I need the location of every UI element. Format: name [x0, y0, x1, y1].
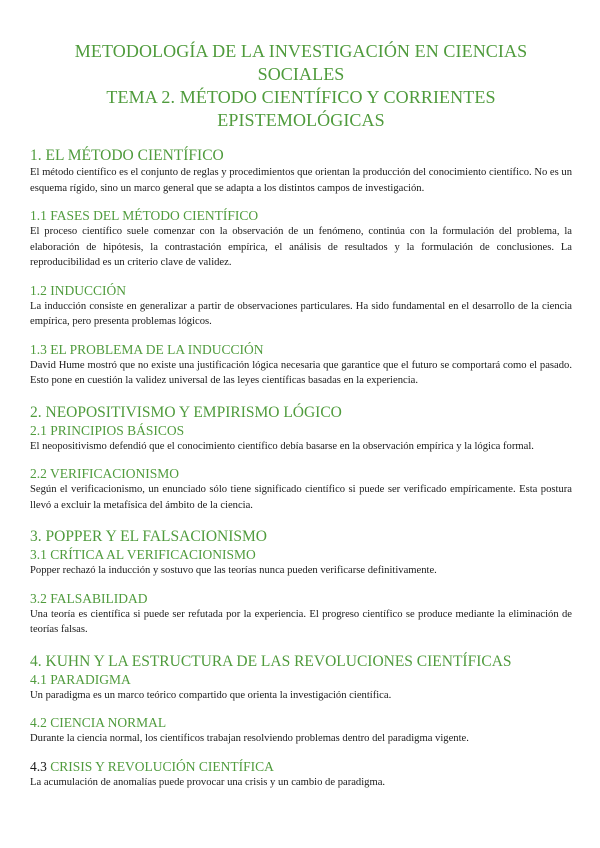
section-1-3-heading: 1.3 EL PROBLEMA DE LA INDUCCIÓN — [30, 341, 264, 357]
section-4-3-title: CRISIS Y REVOLUCIÓN CIENTÍFICA — [46, 758, 274, 774]
title-line-1: METODOLOGÍA DE LA INVESTIGACIÓN EN CIENCIAS SOCIALES — [74, 41, 528, 84]
section-3-heading: 3. POPPER Y EL FALSACIONISMO — [30, 528, 267, 545]
section-1-3-text: David Hume mostró que no existe una justificación lógica necesaria que garantice que el futuro se comportará como el pasado. Esto pone en cuestión la validez universal de las leyes científicas basadas en la experiencia. — [30, 359, 572, 386]
section-2-2-text: Según el verificacionismo, un enunciado sólo tiene significado científico si puede ser verificado empíricamente. Esta postura llevó a excluir la metafísica del ámbito de la ciencia. — [30, 484, 572, 511]
section-4-1-heading: 4.1 PARADIGMA — [30, 671, 131, 687]
section-4-3-heading — [30, 758, 572, 775]
section-1-text: El método científico es el conjunto de reglas y procedimientos que orientan la producción del conocimiento científico. No es un esquema rígido, sino un marco general que se adapta a los distintos campos de investigación. — [30, 167, 572, 194]
section-4-3-number: 4.3 — [30, 758, 47, 774]
title-line-2: TEMA 2. MÉTODO CIENTÍFICO Y CORRIENTES EPISTEMOLÓGICAS — [106, 87, 496, 130]
section-2-1-text: El neopositivismo defendió que el conocimiento científico debía basarse en la observación empírica y la lógica formal. — [30, 440, 534, 452]
section-1-2-text: La inducción consiste en generalizar a partir de observaciones particulares. Ha sido fundamental en el desarrollo de la ciencia empírica, pero presenta problemas lógicos. — [30, 300, 572, 327]
section-1-1-text: El proceso científico suele comenzar con la observación de un fenómeno, continúa con la formulación del problema, la elaboración de hipótesis, la contrastación empírica, el análisis de resultados y la formulación de conclusiones. La reproducibilidad es un criterio clave de validez. — [30, 226, 572, 268]
section-2-1-heading: 2.1 PRINCIPIOS BÁSICOS — [30, 422, 185, 438]
section-2-2-heading: 2.2 VERIFICACIONISMO — [30, 466, 180, 481]
section-3-2-heading: 3.2 FALSABILIDAD — [30, 590, 148, 606]
section-1-2-heading: 1.2 INDUCCIÓN — [30, 282, 126, 298]
document-title — [30, 40, 572, 132]
section-1-1-heading: 1.1 FASES DEL MÉTODO CIENTÍFICO — [30, 208, 259, 223]
section-4-2-heading: 4.2 CIENCIA NORMAL — [30, 715, 167, 730]
section-3-1-heading: 3.1 CRÍTICA AL VERIFICACIONISMO — [30, 547, 256, 562]
section-2-heading: 2. NEOPOSITIVISMO Y EMPIRISMO LÓGICO — [30, 403, 342, 421]
section-3-1-text: Popper rechazó la inducción y sostuvo que las teorías nunca pueden verificarse definitivamente. — [30, 565, 437, 576]
section-3-2-text: Una teoría es científica si puede ser refutada por la experiencia. El progreso científico se produce mediante la eliminación de teorías falsas. — [30, 608, 572, 635]
section-4-1-text: Un paradigma es un marco teórico compartido que orienta la investigación científica. — [30, 689, 392, 701]
section-4-2-text: Durante la ciencia normal, los científicos trabajan resolviendo problemas dentro del paradigma vigente. — [30, 733, 469, 744]
section-4-heading: 4. KUHN Y LA ESTRUCTURA DE LAS REVOLUCIONES CIENTÍFICAS — [30, 652, 512, 670]
section-4-3-text: La acumulación de anomalías puede provocar una crisis y un cambio de paradigma. — [30, 776, 386, 788]
section-1-heading: 1. EL MÉTODO CIENTÍFICO — [30, 147, 224, 164]
